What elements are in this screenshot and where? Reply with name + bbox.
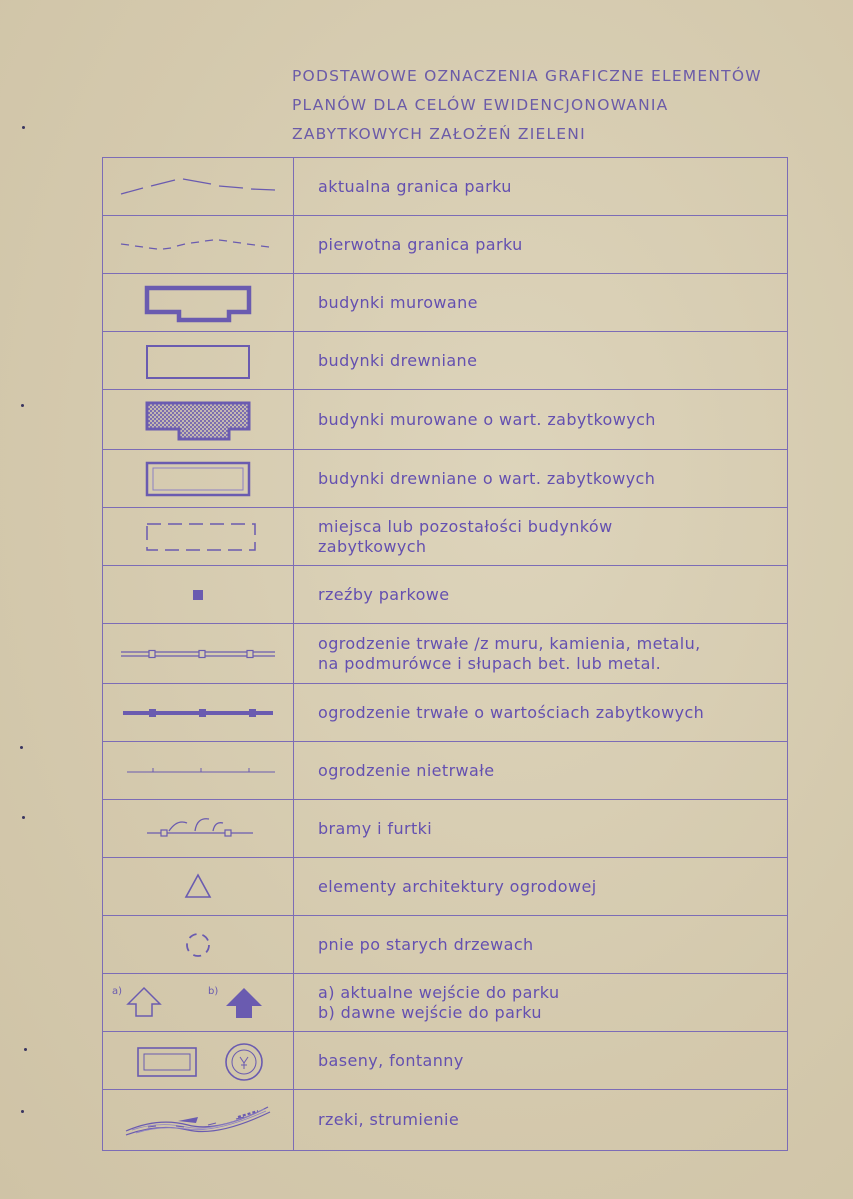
legend-row <box>103 974 787 1032</box>
legend-line: na podmurówce i słupach bet. lub metal. <box>318 653 662 673</box>
legend-line: ogrodzenie nietrwałe <box>318 760 495 780</box>
thick-building-outline-icon <box>103 274 294 331</box>
title-line-1: PODSTAWOWE OZNACZENIA GRAFICZNE ELEMENTÓW <box>292 67 762 85</box>
entrance-arrows-icon <box>103 974 294 1031</box>
hatched-building-icon <box>103 390 294 449</box>
legend-text <box>294 508 787 565</box>
dashed-circle-icon <box>103 916 294 973</box>
legend-row <box>103 566 787 624</box>
legend-row <box>103 624 787 684</box>
legend-line: b) dawne wejście do parku <box>318 1002 542 1022</box>
thick-fence-icon <box>103 684 294 741</box>
pool-fountain-icon <box>103 1032 294 1089</box>
margin-dot <box>21 1110 24 1113</box>
legend-line: budynki murowane o wart. zabytkowych <box>318 409 656 429</box>
legend-line: miejsca lub pozostałości budynków <box>318 516 613 536</box>
legend-text <box>294 450 787 507</box>
legend-row <box>103 158 787 216</box>
legend-line: elementy architektury ogrodowej <box>318 876 597 896</box>
legend-row <box>103 684 787 742</box>
document-title <box>292 62 832 149</box>
legend-row <box>103 450 787 508</box>
legend-row <box>103 332 787 390</box>
legend-line: budynki murowane <box>318 292 478 312</box>
legend-text <box>294 1032 787 1089</box>
legend-text <box>294 216 787 273</box>
double-line-fence-icon <box>103 624 294 683</box>
label-b: b) <box>208 985 219 997</box>
legend-text <box>294 274 787 331</box>
legend-row <box>103 858 787 916</box>
gate-icon <box>103 800 294 857</box>
title-line-3: ZABYTKOWYCH ZAŁOŻEŃ ZIELENI <box>292 125 586 143</box>
legend-table <box>102 157 788 1151</box>
margin-dot <box>21 404 24 407</box>
margin-dot <box>22 816 25 819</box>
legend-text <box>294 624 787 683</box>
river-icon <box>103 1090 294 1150</box>
legend-line: rzeki, strumienie <box>318 1110 460 1129</box>
legend-line: budynki drewniane o wart. zabytkowych <box>318 468 656 488</box>
legend-text <box>294 916 787 973</box>
legend-line: ogrodzenie trwałe o wartościach zabytkowych <box>318 702 705 722</box>
legend-line: baseny, fontanny <box>318 1050 464 1070</box>
legend-text <box>294 858 787 915</box>
legend-line: pierwotna granica parku <box>318 234 523 254</box>
legend-row <box>103 916 787 974</box>
legend-line: aktualna granica parku <box>318 176 512 196</box>
legend-text <box>294 332 787 389</box>
title-line-2: PLANÓW DLA CELÓW EWIDENCJONOWANIA <box>292 96 669 114</box>
legend-row <box>103 800 787 858</box>
legend-line: a) aktualne wejście do parku <box>318 982 560 1002</box>
legend-text <box>294 1090 787 1150</box>
thin-tick-line-icon <box>103 742 294 799</box>
legend-text <box>294 158 787 215</box>
legend-row <box>103 1032 787 1090</box>
label-a: a) <box>112 985 123 997</box>
margin-dot <box>20 746 23 749</box>
legend-row <box>103 742 787 800</box>
legend-row <box>103 390 787 450</box>
legend-row <box>103 1090 787 1150</box>
thin-rectangle-icon <box>103 332 294 389</box>
triangle-icon <box>103 858 294 915</box>
legend-line: pnie po starych drzewach <box>318 934 534 954</box>
legend-line: rzeźby parkowe <box>318 584 450 604</box>
legend-line: zabytkowych <box>318 536 427 556</box>
legend-line: ogrodzenie trwałe /z muru, kamienia, metalu, <box>318 633 701 653</box>
fine-dash-line-icon <box>103 216 294 273</box>
legend-row <box>103 508 787 566</box>
legend-text <box>294 742 787 799</box>
legend-text <box>294 974 787 1031</box>
dashed-rectangle-icon <box>103 508 294 565</box>
legend-line: bramy i furtki <box>318 818 433 838</box>
double-rectangle-icon <box>103 450 294 507</box>
margin-dot <box>22 126 25 129</box>
margin-dot <box>24 1048 27 1051</box>
legend-text <box>294 566 787 623</box>
legend-row <box>103 274 787 332</box>
legend-text <box>294 684 787 741</box>
small-square-icon <box>103 566 294 623</box>
legend-text <box>294 800 787 857</box>
legend-line: budynki drewniane <box>318 350 478 370</box>
legend-text <box>294 390 787 449</box>
legend-row <box>103 216 787 274</box>
dash-line-icon <box>103 158 294 215</box>
